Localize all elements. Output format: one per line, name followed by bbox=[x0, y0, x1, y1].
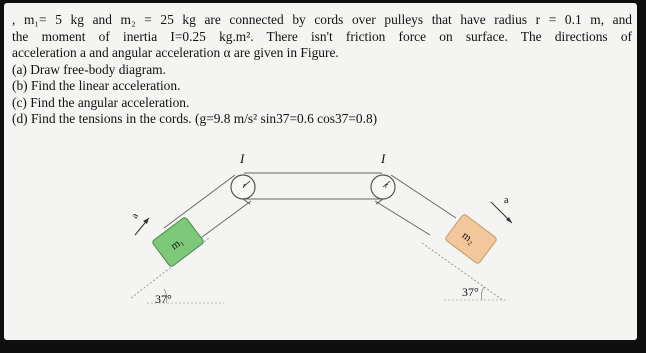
left-radius-label: r bbox=[243, 181, 247, 190]
block1-label: m₁ bbox=[168, 235, 186, 253]
problem-line-1: , m₁= 5 kg and m₂ = 25 kg are connected by cords over pulleys that have radius r = 0.1 m, and bbox=[12, 12, 632, 27]
left-cord-lower bbox=[194, 201, 251, 243]
part-a: (a) Draw free-body diagram. bbox=[12, 61, 166, 77]
part-b: (b) Find the linear acceleration. bbox=[12, 78, 181, 93]
right-cord-upper bbox=[391, 175, 456, 218]
block2-label: m₂ bbox=[459, 229, 477, 247]
left-angle-label: 37° bbox=[155, 292, 172, 306]
right-pulley-label: I bbox=[381, 151, 386, 166]
problem-line-2: the moment of inertia I=0.25 kg.m². There isn't friction force on surface. The directions of bbox=[12, 28, 632, 44]
left-accel-label: a bbox=[129, 211, 141, 221]
left-pulley-label: I bbox=[240, 151, 245, 166]
right-cord-lower bbox=[375, 201, 430, 235]
problem-line-3: acceleration a and angular acceleration α are given in Figure. bbox=[12, 45, 339, 60]
part-d: (d) Find the tensions in the cords. (g=9.8 m/s² sin37=0.6 cos37=0.8) bbox=[12, 111, 378, 126]
right-angle-label: 37° bbox=[462, 285, 479, 299]
right-accel-label: a bbox=[504, 195, 509, 206]
part-c: (c) Find the angular acceleration. bbox=[12, 94, 190, 110]
left-pulley-axle bbox=[243, 199, 250, 204]
problem-card bbox=[4, 3, 637, 340]
block-m1 bbox=[152, 217, 205, 268]
pulley-figure bbox=[4, 3, 637, 340]
left-accel-arrowhead bbox=[143, 218, 149, 224]
right-radius-label: r bbox=[385, 181, 389, 190]
right-angle-arc bbox=[481, 287, 484, 300]
block-m2 bbox=[445, 214, 498, 265]
